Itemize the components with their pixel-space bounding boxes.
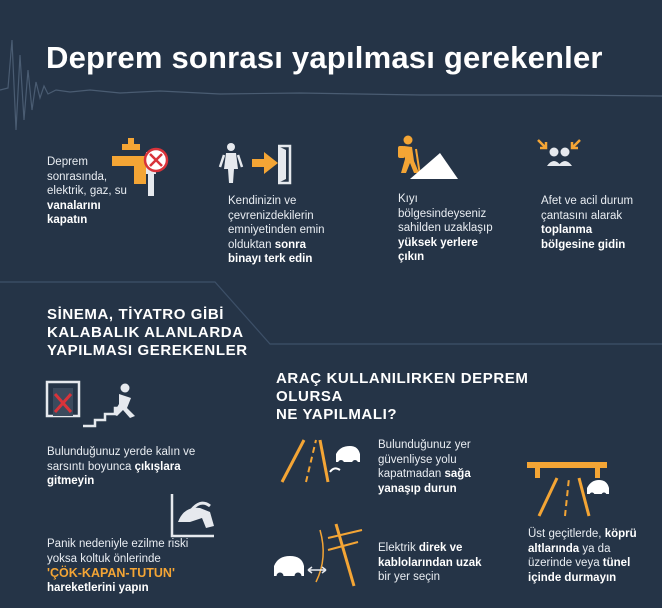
road-pull-over-icon xyxy=(280,436,360,486)
gathering-people-icon xyxy=(536,138,586,178)
driving-item-2-text: Elektrik direk ve kablolarından uzak bir yer seçin xyxy=(378,542,482,583)
exit-person-icon xyxy=(218,143,298,193)
bridge-overpass-icon xyxy=(527,462,617,522)
crowded-item-2-text: Panik nedeniyle ezilme riski yoksa koltuk önlerinde 'ÇÖK-KAPAN-TUTUN' hareketlerini yapın xyxy=(47,538,189,594)
page-title: Deprem sonrası yapılması gerekenler xyxy=(46,40,603,75)
driving-heading: ARAÇ KULLANILIRKEN DEPREM OLURSA NE YAPILMALI? xyxy=(276,370,529,423)
top-item-2-text: Kendinizin ve çevrenizdekilerin emniyetinden emin olduktan sonra binayı terk edin xyxy=(228,195,325,265)
power-pole-car-icon xyxy=(272,520,372,590)
driving-item-1-text: Bulunduğunuz yer güvenliyse yolu kapatmadan sağa yanaşıp durun xyxy=(378,439,471,495)
crowded-heading: SİNEMA, TİYATRO GİBİ KALABALIK ALANLARDA YAPILMASI GEREKENLER xyxy=(47,306,248,359)
driving-item-3-text: Üst geçitlerde, köprü altlarında ya da üzerinde veya tünel içinde durmayın xyxy=(528,528,637,584)
blocked-exit-stairs-icon xyxy=(47,382,157,442)
duck-cover-hold-icon xyxy=(170,492,220,542)
top-item-1-text: Deprem sonrasında, elektrik, gaz, su vanalarını kapatın xyxy=(47,156,127,226)
top-item-4-text: Afet ve acil durum çantasını alarak toplanma bölgesine gidin xyxy=(541,195,634,251)
hiker-icon xyxy=(392,135,462,185)
crowded-item-1-text: Bulunduğunuz yerde kalın ve sarsıntı boyunca çıkışlara gitmeyin xyxy=(47,446,196,487)
top-item-3-text: Kıyı bölgesindeyseniz sahilden uzaklaşıp yüksek yerlere çıkın xyxy=(398,193,493,263)
